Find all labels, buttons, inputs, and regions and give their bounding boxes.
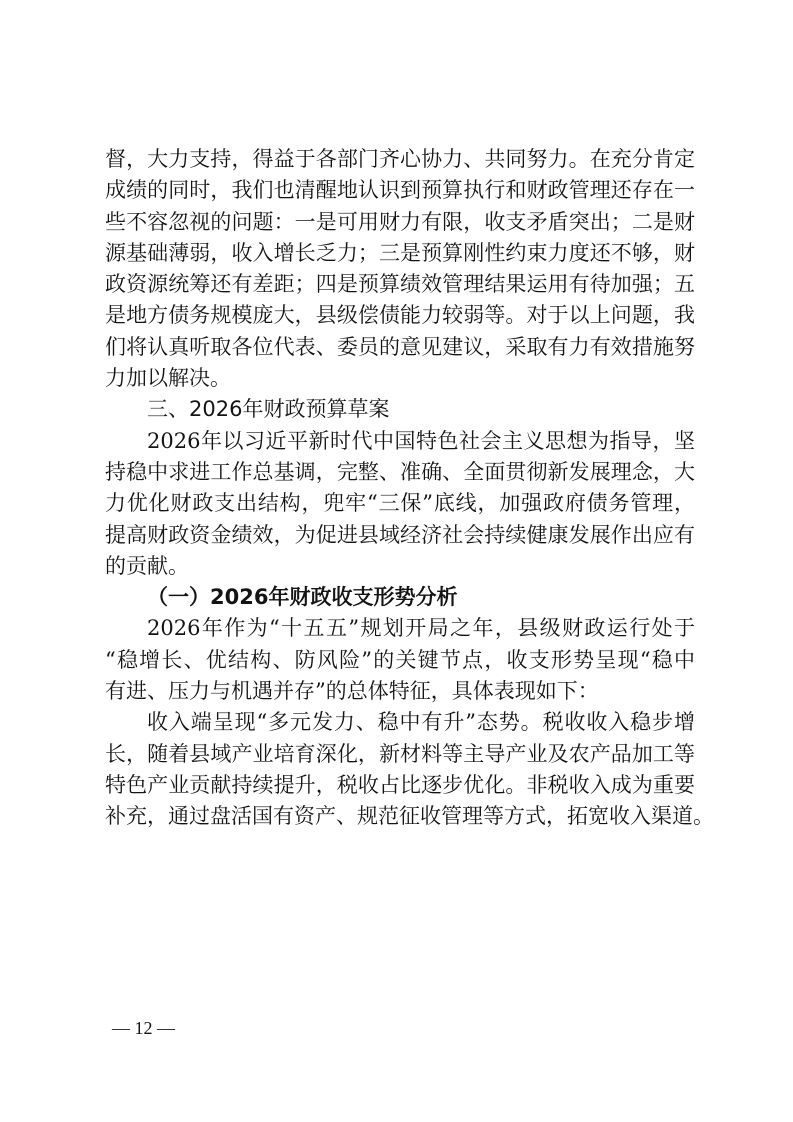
text-line: “稳增长、优结构、防风险”的关键节点，收支形势呈现“稳中: [105, 647, 695, 672]
text-line: 收入端呈现“多元发力、稳中有升”态势。税收收入稳步增: [147, 710, 695, 735]
text-line: 持稳中求进工作总基调，完整、准确、全面贯彻新发展理念，大: [105, 459, 695, 484]
text-line: 的贡献。: [105, 553, 189, 578]
text-line: 补充，通过盘活国有资产、规范征收管理等方式，拓宽收入渠道。: [105, 804, 714, 829]
text-line: 有进、压力与机遇并存”的总体特征，具体表现如下：: [105, 679, 599, 704]
paragraph-guidance: [105, 426, 695, 582]
text-line: 们将认真听取各位代表、委员的意见建议，采取有力有效措施努: [105, 334, 695, 359]
text-line: 成绩的同时，我们也清醒地认识到预算执行和财政管理还存在一: [105, 178, 695, 203]
subsection-heading: （一）2026年财政收支形势分析: [147, 585, 458, 610]
text-line: 督，大力支持，得益于各部门齐心协力、共同努力。在充分肯定: [105, 147, 695, 171]
text-line: 力加以解决。: [105, 366, 231, 391]
text-line: 特色产业贡献持续提升，税收占比逐步优化。非税收入成为重要: [105, 772, 695, 797]
text-line: 2026年以习近平新时代中国特色社会主义思想为指导，坚: [147, 428, 695, 453]
paragraph-difficulties: [105, 144, 695, 394]
text-line: 源基础薄弱，收入增长乏力；三是预算刚性约束力度还不够，财: [105, 240, 695, 265]
text-line: 力优化财政支出结构，兜牢“三保”底线，加强政府债务管理，: [105, 491, 695, 516]
text-line: 是地方债务规模庞大，县级偿债能力较弱等。对于以上问题，我: [105, 303, 695, 328]
paragraph-situation: [105, 613, 695, 707]
body-text: [105, 144, 714, 833]
page-number: — 12 —: [112, 1018, 175, 1038]
text-line: 2026年作为“十五五”规划开局之年，县级财政运行处于: [147, 616, 695, 641]
section-heading: 三、2026年财政预算草案: [147, 397, 390, 422]
text-line: 政资源统筹还有差距；四是预算绩效管理结果运用有待加强；五: [105, 272, 695, 297]
text-line: 些不容忽视的问题：一是可用财力有限，收支矛盾突出；二是财: [105, 209, 695, 234]
paragraph-revenue: [105, 707, 714, 832]
text-line: 长，随着县域产业培育深化，新材料等主导产业及农产品加工等: [105, 741, 695, 766]
text-line: 提高财政资金绩效，为促进县域经济社会持续健康发展作出应有: [105, 522, 695, 547]
